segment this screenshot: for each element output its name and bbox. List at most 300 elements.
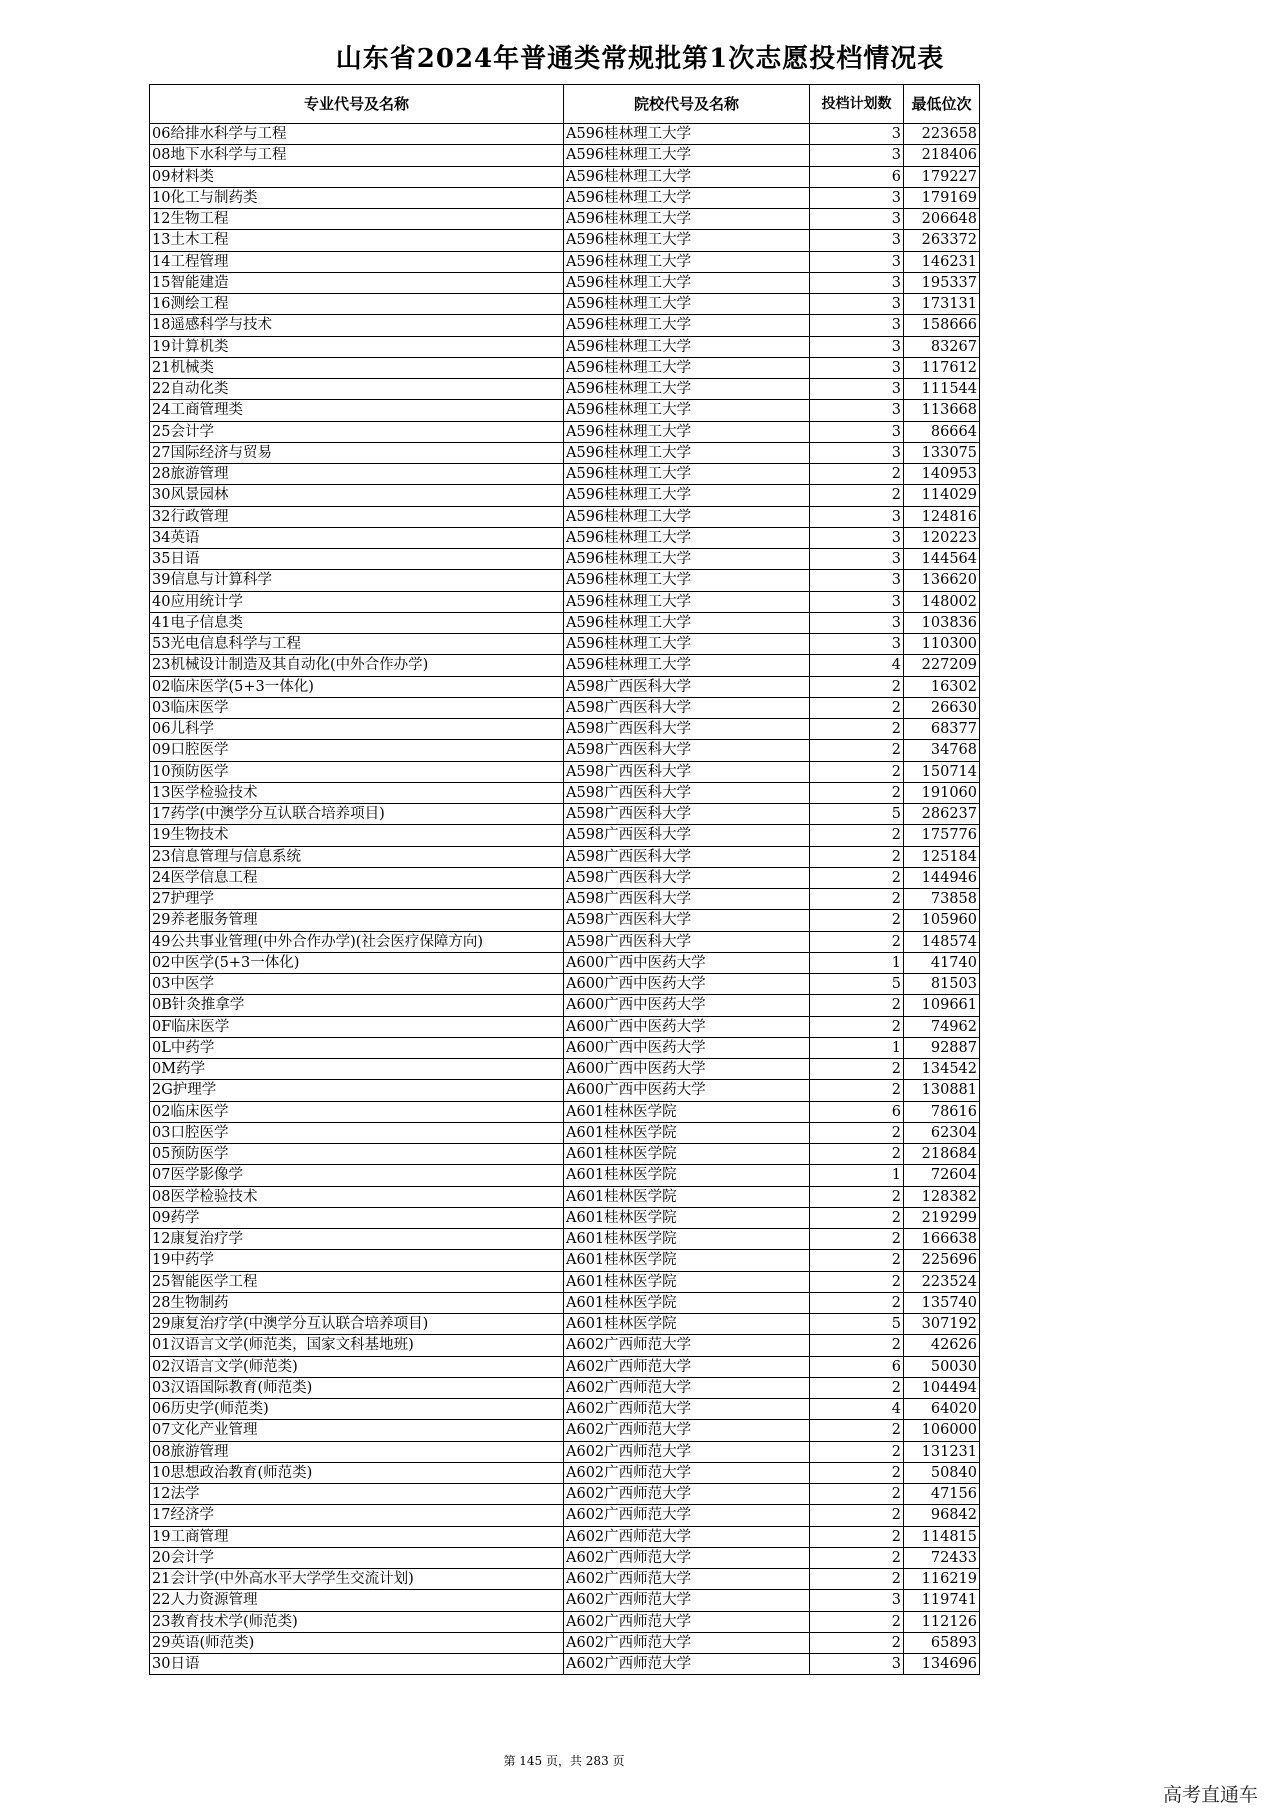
cell-plan: 2	[810, 1080, 904, 1101]
cell-major: 18遥感科学与技术	[150, 315, 564, 336]
table-row	[150, 1207, 980, 1228]
table-row	[150, 867, 980, 888]
cell-school: A602广西师范大学	[564, 1335, 810, 1356]
cell-major: 35日语	[150, 549, 564, 570]
cell-major: 02汉语言文学(师范类)	[150, 1356, 564, 1377]
cell-plan: 2	[810, 1547, 904, 1568]
table-row	[150, 1016, 980, 1037]
cell-major: 23机械设计制造及其自动化(中外合作办学)	[150, 655, 564, 676]
cell-plan: 2	[810, 1632, 904, 1653]
cell-school: A601桂林医学院	[564, 1314, 810, 1335]
cell-school: A598广西医科大学	[564, 910, 810, 931]
cell-plan: 3	[810, 612, 904, 633]
cell-major: 06儿科学	[150, 719, 564, 740]
table-row	[150, 1399, 980, 1420]
cell-rank: 227209	[904, 655, 980, 676]
cell-school: A602广西师范大学	[564, 1611, 810, 1632]
cell-rank: 62304	[904, 1122, 980, 1143]
table-row	[150, 1526, 980, 1547]
cell-major: 03口腔医学	[150, 1122, 564, 1143]
cell-rank: 64020	[904, 1399, 980, 1420]
cell-major: 25智能医学工程	[150, 1271, 564, 1292]
table-row	[150, 1314, 980, 1335]
table-row	[150, 145, 980, 166]
cell-major: 24工商管理类	[150, 400, 564, 421]
cell-major: 10预防医学	[150, 761, 564, 782]
cell-plan: 3	[810, 124, 904, 145]
cell-plan: 3	[810, 187, 904, 208]
cell-plan: 5	[810, 974, 904, 995]
cell-plan: 2	[810, 867, 904, 888]
cell-plan: 3	[810, 251, 904, 272]
cell-plan: 2	[810, 740, 904, 761]
table-row	[150, 634, 980, 655]
cell-plan: 2	[810, 1122, 904, 1143]
cell-school: A596桂林理工大学	[564, 634, 810, 655]
table-row	[150, 379, 980, 400]
cell-rank: 78616	[904, 1101, 980, 1122]
cell-major: 03汉语国际教育(师范类)	[150, 1377, 564, 1398]
cell-major: 02中医学(5+3一体化)	[150, 952, 564, 973]
cell-rank: 191060	[904, 782, 980, 803]
table-row	[150, 209, 980, 230]
cell-major: 09药学	[150, 1207, 564, 1228]
cell-rank: 116219	[904, 1569, 980, 1590]
cell-plan: 3	[810, 527, 904, 548]
table-row	[150, 804, 980, 825]
cell-school: A602广西师范大学	[564, 1526, 810, 1547]
page-title: 山东省2024年普通类常规批第1次志愿投档情况表	[335, 44, 945, 74]
cell-rank: 124816	[904, 506, 980, 527]
cell-plan: 3	[810, 336, 904, 357]
cell-plan: 3	[810, 357, 904, 378]
table-row	[150, 1080, 980, 1101]
cell-rank: 16302	[904, 676, 980, 697]
cell-major: 20会计学	[150, 1547, 564, 1568]
table-row	[150, 1377, 980, 1398]
cell-rank: 148574	[904, 931, 980, 952]
cell-plan: 2	[810, 676, 904, 697]
table-row	[150, 740, 980, 761]
cell-rank: 114029	[904, 485, 980, 506]
table-row	[150, 952, 980, 973]
cell-school: A600广西中医药大学	[564, 974, 810, 995]
cell-school: A601桂林医学院	[564, 1144, 810, 1165]
cell-rank: 120223	[904, 527, 980, 548]
cell-major: 19生物技术	[150, 825, 564, 846]
table-row	[150, 1250, 980, 1271]
cell-major: 21机械类	[150, 357, 564, 378]
cell-rank: 106000	[904, 1420, 980, 1441]
cell-school: A601桂林医学院	[564, 1207, 810, 1228]
cell-school: A602广西师范大学	[564, 1420, 810, 1441]
header-school: 院校代号及名称	[564, 85, 810, 124]
cell-plan: 3	[810, 294, 904, 315]
table-row	[150, 1632, 980, 1653]
cell-rank: 103836	[904, 612, 980, 633]
table-row	[150, 230, 980, 251]
table-row	[150, 336, 980, 357]
table-row	[150, 272, 980, 293]
table-row	[150, 294, 980, 315]
cell-major: 29英语(师范类)	[150, 1632, 564, 1653]
cell-major: 0B针灸推拿学	[150, 995, 564, 1016]
cell-plan: 3	[810, 145, 904, 166]
cell-plan: 2	[810, 889, 904, 910]
cell-rank: 65893	[904, 1632, 980, 1653]
cell-major: 19工商管理	[150, 1526, 564, 1547]
cell-major: 05预防医学	[150, 1144, 564, 1165]
table-row	[150, 655, 980, 676]
table-row	[150, 1569, 980, 1590]
cell-school: A602广西师范大学	[564, 1377, 810, 1398]
cell-rank: 286237	[904, 804, 980, 825]
cell-major: 03临床医学	[150, 697, 564, 718]
cell-school: A598广西医科大学	[564, 719, 810, 740]
table-row	[150, 357, 980, 378]
watermark: 高考直通车	[1162, 1784, 1258, 1806]
cell-major: 23教育技术学(师范类)	[150, 1611, 564, 1632]
cell-major: 10化工与制药类	[150, 187, 564, 208]
table-row	[150, 1122, 980, 1143]
cell-school: A596桂林理工大学	[564, 421, 810, 442]
header-rank: 最低位次	[904, 85, 980, 124]
cell-plan: 3	[810, 570, 904, 591]
cell-rank: 223524	[904, 1271, 980, 1292]
table-row	[150, 124, 980, 145]
cell-rank: 130881	[904, 1080, 980, 1101]
table-row	[150, 974, 980, 995]
cell-major: 10思想政治教育(师范类)	[150, 1462, 564, 1483]
table-row	[150, 464, 980, 485]
cell-major: 19计算机类	[150, 336, 564, 357]
cell-school: A596桂林理工大学	[564, 464, 810, 485]
cell-major: 13医学检验技术	[150, 782, 564, 803]
cell-plan: 2	[810, 1335, 904, 1356]
cell-plan: 2	[810, 1016, 904, 1037]
table-row	[150, 251, 980, 272]
cell-plan: 3	[810, 421, 904, 442]
cell-major: 09材料类	[150, 166, 564, 187]
cell-school: A596桂林理工大学	[564, 230, 810, 251]
cell-rank: 135740	[904, 1292, 980, 1313]
cell-rank: 195337	[904, 272, 980, 293]
cell-plan: 2	[810, 1059, 904, 1080]
cell-school: A596桂林理工大学	[564, 655, 810, 676]
cell-plan: 2	[810, 1292, 904, 1313]
cell-plan: 3	[810, 442, 904, 463]
cell-rank: 72604	[904, 1165, 980, 1186]
cell-rank: 42626	[904, 1335, 980, 1356]
table-row	[150, 1420, 980, 1441]
cell-rank: 105960	[904, 910, 980, 931]
cell-major: 19中药学	[150, 1250, 564, 1271]
cell-major: 06历史学(师范类)	[150, 1399, 564, 1420]
table-row	[150, 1462, 980, 1483]
cell-major: 13土木工程	[150, 230, 564, 251]
cell-school: A601桂林医学院	[564, 1186, 810, 1207]
cell-rank: 83267	[904, 336, 980, 357]
cell-plan: 3	[810, 1590, 904, 1611]
cell-rank: 86664	[904, 421, 980, 442]
cell-plan: 2	[810, 1271, 904, 1292]
cell-major: 09口腔医学	[150, 740, 564, 761]
cell-school: A602广西师范大学	[564, 1356, 810, 1377]
cell-plan: 3	[810, 272, 904, 293]
cell-school: A598广西医科大学	[564, 825, 810, 846]
cell-major: 29养老服务管理	[150, 910, 564, 931]
cell-school: A602广西师范大学	[564, 1590, 810, 1611]
table-row	[150, 315, 980, 336]
cell-rank: 104494	[904, 1377, 980, 1398]
cell-rank: 223658	[904, 124, 980, 145]
cell-major: 12法学	[150, 1484, 564, 1505]
cell-rank: 136620	[904, 570, 980, 591]
cell-rank: 158666	[904, 315, 980, 336]
cell-rank: 119741	[904, 1590, 980, 1611]
table-row	[150, 1165, 980, 1186]
table-row	[150, 697, 980, 718]
cell-school: A601桂林医学院	[564, 1165, 810, 1186]
cell-school: A598广西医科大学	[564, 740, 810, 761]
cell-plan: 3	[810, 209, 904, 230]
cell-school: A596桂林理工大学	[564, 315, 810, 336]
cell-school: A598广西医科大学	[564, 889, 810, 910]
cell-rank: 133075	[904, 442, 980, 463]
table-row	[150, 1505, 980, 1526]
cell-plan: 3	[810, 549, 904, 570]
table-row	[150, 1292, 980, 1313]
cell-school: A602广西师范大学	[564, 1399, 810, 1420]
cell-school: A602广西师范大学	[564, 1654, 810, 1675]
cell-rank: 146231	[904, 251, 980, 272]
cell-rank: 263372	[904, 230, 980, 251]
cell-rank: 134696	[904, 1654, 980, 1675]
cell-school: A596桂林理工大学	[564, 612, 810, 633]
table-row	[150, 187, 980, 208]
cell-plan: 4	[810, 1399, 904, 1420]
cell-rank: 72433	[904, 1547, 980, 1568]
cell-school: A600广西中医药大学	[564, 1037, 810, 1058]
page-footer: 第 145 页，共 283 页	[503, 1754, 625, 1768]
cell-rank: 225696	[904, 1250, 980, 1271]
cell-school: A602广西师范大学	[564, 1441, 810, 1462]
admission-table-container	[149, 84, 979, 1675]
table-row	[150, 421, 980, 442]
cell-school: A598广西医科大学	[564, 846, 810, 867]
cell-rank: 219299	[904, 1207, 980, 1228]
cell-rank: 175776	[904, 825, 980, 846]
cell-school: A596桂林理工大学	[564, 145, 810, 166]
cell-plan: 1	[810, 1165, 904, 1186]
table-row	[150, 1356, 980, 1377]
cell-major: 23信息管理与信息系统	[150, 846, 564, 867]
table-row	[150, 1186, 980, 1207]
cell-school: A602广西师范大学	[564, 1547, 810, 1568]
cell-school: A601桂林医学院	[564, 1229, 810, 1250]
table-row	[150, 442, 980, 463]
cell-major: 27国际经济与贸易	[150, 442, 564, 463]
cell-school: A596桂林理工大学	[564, 336, 810, 357]
cell-school: A596桂林理工大学	[564, 124, 810, 145]
table-row	[150, 1590, 980, 1611]
cell-plan: 2	[810, 1569, 904, 1590]
cell-plan: 2	[810, 485, 904, 506]
table-row	[150, 549, 980, 570]
cell-plan: 1	[810, 1037, 904, 1058]
cell-rank: 73858	[904, 889, 980, 910]
cell-rank: 206648	[904, 209, 980, 230]
cell-school: A596桂林理工大学	[564, 294, 810, 315]
cell-major: 12生物工程	[150, 209, 564, 230]
table-row	[150, 1271, 980, 1292]
cell-major: 30风景园林	[150, 485, 564, 506]
cell-major: 22自动化类	[150, 379, 564, 400]
cell-major: 27护理学	[150, 889, 564, 910]
cell-school: A601桂林医学院	[564, 1250, 810, 1271]
cell-major: 21会计学(中外高水平大学学生交流计划)	[150, 1569, 564, 1590]
table-row	[150, 761, 980, 782]
cell-plan: 6	[810, 1101, 904, 1122]
cell-school: A596桂林理工大学	[564, 591, 810, 612]
cell-plan: 2	[810, 1144, 904, 1165]
cell-plan: 4	[810, 655, 904, 676]
cell-major: 02临床医学(5+3一体化)	[150, 676, 564, 697]
table-row	[150, 400, 980, 421]
cell-major: 39信息与计算科学	[150, 570, 564, 591]
cell-plan: 2	[810, 719, 904, 740]
cell-plan: 2	[810, 761, 904, 782]
cell-major: 0L中药学	[150, 1037, 564, 1058]
cell-plan: 2	[810, 1229, 904, 1250]
cell-school: A601桂林医学院	[564, 1271, 810, 1292]
cell-school: A596桂林理工大学	[564, 272, 810, 293]
table-row	[150, 1611, 980, 1632]
cell-rank: 144946	[904, 867, 980, 888]
table-row	[150, 1484, 980, 1505]
cell-plan: 2	[810, 1377, 904, 1398]
cell-plan: 2	[810, 782, 904, 803]
cell-plan: 2	[810, 910, 904, 931]
table-row	[150, 591, 980, 612]
cell-plan: 3	[810, 506, 904, 527]
table-row	[150, 719, 980, 740]
cell-rank: 109661	[904, 995, 980, 1016]
cell-plan: 2	[810, 1611, 904, 1632]
cell-major: 28生物制药	[150, 1292, 564, 1313]
cell-rank: 113668	[904, 400, 980, 421]
cell-rank: 114815	[904, 1526, 980, 1547]
cell-major: 0F临床医学	[150, 1016, 564, 1037]
cell-school: A596桂林理工大学	[564, 251, 810, 272]
cell-major: 17经济学	[150, 1505, 564, 1526]
cell-school: A598广西医科大学	[564, 782, 810, 803]
cell-rank: 166638	[904, 1229, 980, 1250]
cell-rank: 47156	[904, 1484, 980, 1505]
cell-rank: 179227	[904, 166, 980, 187]
cell-plan: 2	[810, 1250, 904, 1271]
table-row	[150, 825, 980, 846]
cell-rank: 50030	[904, 1356, 980, 1377]
cell-school: A596桂林理工大学	[564, 357, 810, 378]
table-row	[150, 570, 980, 591]
cell-rank: 117612	[904, 357, 980, 378]
cell-major: 01汉语言文学(师范类，国家文科基地班)	[150, 1335, 564, 1356]
cell-rank: 218684	[904, 1144, 980, 1165]
table-row	[150, 1547, 980, 1568]
cell-rank: 26630	[904, 697, 980, 718]
cell-major: 07医学影像学	[150, 1165, 564, 1186]
cell-school: A602广西师范大学	[564, 1462, 810, 1483]
cell-rank: 125184	[904, 846, 980, 867]
cell-school: A598广西医科大学	[564, 761, 810, 782]
cell-rank: 81503	[904, 974, 980, 995]
cell-rank: 74962	[904, 1016, 980, 1037]
table-row	[150, 782, 980, 803]
table-row	[150, 166, 980, 187]
cell-school: A596桂林理工大学	[564, 485, 810, 506]
cell-major: 32行政管理	[150, 506, 564, 527]
cell-rank: 150714	[904, 761, 980, 782]
cell-major: 30日语	[150, 1654, 564, 1675]
cell-school: A602广西师范大学	[564, 1569, 810, 1590]
cell-plan: 5	[810, 804, 904, 825]
cell-school: A600广西中医药大学	[564, 952, 810, 973]
table-row	[150, 910, 980, 931]
table-row	[150, 485, 980, 506]
cell-plan: 2	[810, 1207, 904, 1228]
cell-major: 12康复治疗学	[150, 1229, 564, 1250]
cell-school: A600广西中医药大学	[564, 1059, 810, 1080]
cell-school: A602广西师范大学	[564, 1632, 810, 1653]
cell-major: 15智能建造	[150, 272, 564, 293]
cell-school: A601桂林医学院	[564, 1292, 810, 1313]
cell-school: A598广西医科大学	[564, 867, 810, 888]
cell-major: 14工程管理	[150, 251, 564, 272]
header-major: 专业代号及名称	[150, 85, 564, 124]
cell-school: A602广西师范大学	[564, 1484, 810, 1505]
cell-plan: 2	[810, 931, 904, 952]
cell-rank: 144564	[904, 549, 980, 570]
cell-plan: 2	[810, 1484, 904, 1505]
cell-major: 08地下水科学与工程	[150, 145, 564, 166]
cell-school: A600广西中医药大学	[564, 1016, 810, 1037]
cell-rank: 134542	[904, 1059, 980, 1080]
cell-major: 08医学检验技术	[150, 1186, 564, 1207]
cell-major: 49公共事业管理(中外合作办学)(社会医疗保障方向)	[150, 931, 564, 952]
cell-plan: 2	[810, 846, 904, 867]
cell-rank: 41740	[904, 952, 980, 973]
cell-rank: 307192	[904, 1314, 980, 1335]
cell-major: 29康复治疗学(中澳学分互认联合培养项目)	[150, 1314, 564, 1335]
cell-school: A596桂林理工大学	[564, 379, 810, 400]
cell-major: 2G护理学	[150, 1080, 564, 1101]
cell-plan: 2	[810, 1441, 904, 1462]
table-row	[150, 995, 980, 1016]
cell-school: A596桂林理工大学	[564, 187, 810, 208]
table-row	[150, 1441, 980, 1462]
cell-school: A596桂林理工大学	[564, 209, 810, 230]
cell-major: 40应用统计学	[150, 591, 564, 612]
cell-major: 17药学(中澳学分互认联合培养项目)	[150, 804, 564, 825]
cell-major: 28旅游管理	[150, 464, 564, 485]
cell-school: A596桂林理工大学	[564, 570, 810, 591]
cell-rank: 50840	[904, 1462, 980, 1483]
cell-major: 25会计学	[150, 421, 564, 442]
cell-rank: 140953	[904, 464, 980, 485]
admission-table	[149, 84, 980, 1675]
cell-rank: 92887	[904, 1037, 980, 1058]
